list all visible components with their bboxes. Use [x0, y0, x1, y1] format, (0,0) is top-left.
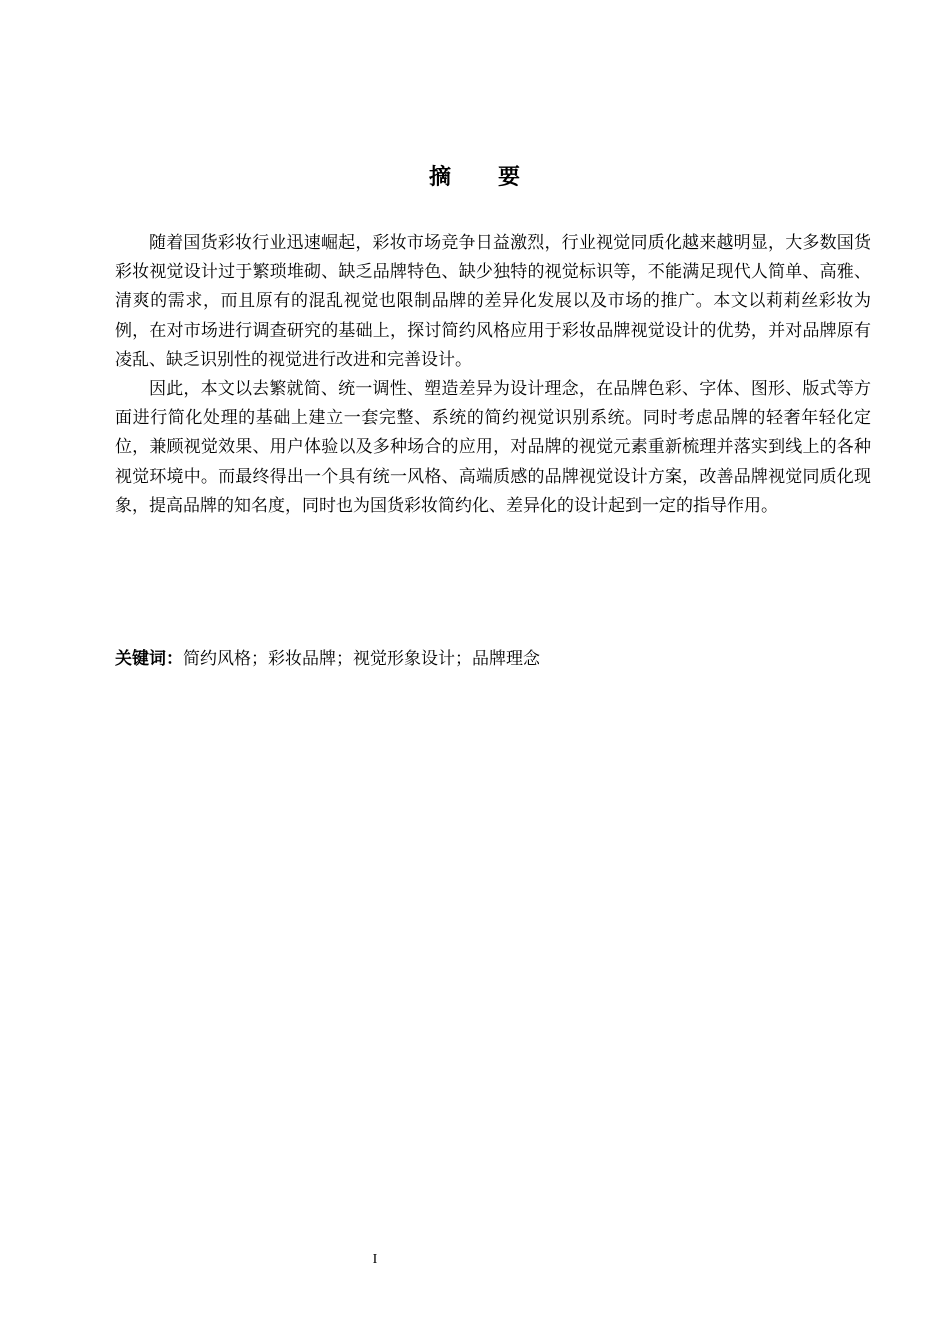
keywords-text: 简约风格；彩妆品牌；视觉形象设计；品牌理念	[183, 649, 540, 669]
keywords-line	[115, 645, 871, 674]
abstract-paragraph-2: 因此，本文以去繁就简、统一调性、塑造差异为设计理念，在品牌色彩、字体、图形、版式等方面进行简化处理的基础上建立一套完整、系统的简约视觉识别系统。同时考虑品牌的轻奢年轻化定位，兼顾视觉效果、用户体验以及多种场合的应用，对品牌的视觉元素重新梳理并落实到线上的各种视觉环境中。而最终得出一个具有统一风格、高端质感的品牌视觉设计方案，改善品牌视觉同质化现象，提高品牌的知名度，同时也为国货彩妆简约化、差异化的设计起到一定的指导作用。	[115, 379, 871, 516]
abstract-title	[0, 162, 950, 194]
abstract-title-char-2: 要	[498, 165, 522, 190]
keywords-label: 关键词：	[115, 649, 183, 669]
page-number: I	[372, 1252, 378, 1267]
abstract-paragraph-1: 随着国货彩妆行业迅速崛起，彩妆市场竞争日益激烈，行业视觉同质化越来越明显，大多数国货彩妆视觉设计过于繁琐堆砌、缺乏品牌特色、缺少独特的视觉标识等，不能满足现代人简单、高雅、清爽的需求，而且原有的混乱视觉也限制品牌的差异化发展以及市场的推广。本文以莉莉丝彩妆为例，在对市场进行调查研究的基础上，探讨简约风格应用于彩妆品牌视觉设计的优势，并对品牌原有凌乱、缺乏识别性的视觉进行改进和完善设计。	[115, 233, 871, 370]
abstract-body	[115, 229, 871, 521]
abstract-title-char-1: 摘	[428, 165, 452, 190]
